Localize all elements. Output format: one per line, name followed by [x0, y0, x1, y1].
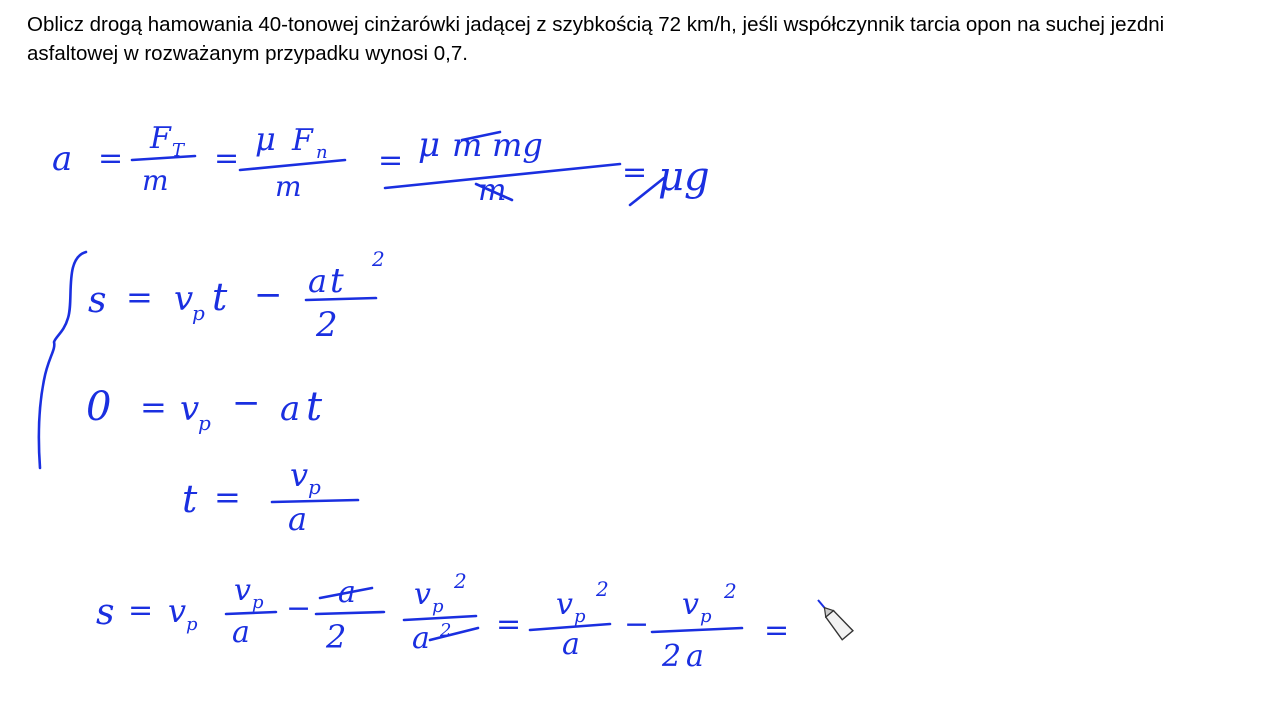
symbol-a: a [232, 615, 250, 650]
symbol-m: m [275, 170, 302, 203]
equals-sign: = [214, 478, 241, 516]
symbol-s: s [88, 280, 107, 321]
subscript-p: p [308, 475, 321, 499]
symbol-ft: F [150, 121, 171, 156]
subscript-p: p [574, 606, 586, 627]
symbol-zero: 0 [86, 384, 112, 430]
subscript-p: p [192, 301, 205, 325]
fraction-line [652, 628, 742, 632]
symbol-m: m [478, 173, 507, 208]
cancel-mark [430, 628, 478, 640]
subscript-p: p [198, 411, 211, 435]
denominator-2: 2 [326, 618, 347, 656]
equals-sign: = [622, 155, 648, 190]
subscript-p: p [252, 592, 264, 613]
symbol-a: a [52, 139, 73, 179]
symbol-mg: mg [492, 126, 543, 164]
symbol-v: v [556, 587, 573, 622]
fraction-line [316, 612, 384, 614]
fraction-line [132, 156, 195, 160]
exponent-2: 2 [724, 579, 737, 603]
symbol-v: v [168, 592, 187, 630]
fraction-line [226, 612, 276, 614]
symbol-a: a [338, 575, 356, 610]
symbol-v: v [234, 573, 251, 608]
minus-sign: − [624, 607, 650, 642]
exponent-2: 2 [596, 577, 609, 601]
symbol-t: t [182, 477, 198, 521]
symbol-a: a [280, 389, 301, 429]
symbol-t: t [306, 384, 323, 430]
exponent-2: 2 [440, 620, 452, 641]
minus-sign: − [232, 383, 261, 423]
equals-sign: = [214, 141, 240, 176]
subscript-p: p [700, 606, 712, 627]
equals-sign: = [98, 141, 124, 176]
fraction-line [240, 160, 345, 170]
symbol-a: a [686, 639, 704, 674]
equals-sign: = [496, 607, 522, 642]
equation-distance [88, 247, 385, 345]
pen-cursor-icon [813, 596, 853, 640]
symbol-s: s [96, 592, 115, 633]
symbol-a: a [288, 500, 308, 538]
subscript-p: p [186, 614, 198, 635]
equals-sign: = [764, 613, 790, 648]
symbol-mu-g: μg [658, 154, 710, 200]
symbol-a: a [308, 262, 328, 300]
equation-velocity [86, 383, 323, 435]
symbol-v: v [682, 587, 699, 622]
symbol-v: v [174, 279, 194, 319]
symbol-m: m [452, 126, 483, 164]
equation-final [96, 569, 789, 674]
problem-statement: Oblicz drogą hamowania 40-tonowej cinżarówki jadącej z szybkością 72 km/h, jeśli współczynnik tarcia opon na suchej jezdni asfaltowej w rozważanym przypadku wynosi 0,7. [27, 13, 1165, 65]
subscript-t: T [172, 140, 185, 161]
symbol-t: t [330, 261, 344, 301]
symbol-a: a [412, 621, 430, 656]
symbol-t: t [212, 275, 228, 319]
exponent-2: 2 [372, 247, 385, 271]
symbol-v: v [290, 456, 309, 494]
equals-sign: = [126, 278, 153, 316]
symbol-mu: μ [418, 125, 441, 165]
equation-time [182, 456, 358, 538]
symbol-v: v [414, 577, 431, 612]
equals-sign: = [140, 388, 167, 426]
symbol-a: a [562, 627, 580, 662]
symbol-m: m [142, 164, 169, 197]
fraction-line [272, 500, 358, 502]
minus-sign: − [286, 591, 312, 626]
equals-sign: = [378, 143, 404, 178]
denominator-2: 2 [662, 639, 682, 674]
subscript-n: n [316, 142, 328, 163]
exponent-2: 2 [454, 569, 467, 593]
symbol-fn: F [292, 123, 313, 158]
minus-sign: − [254, 275, 283, 315]
equals-sign: = [128, 593, 154, 628]
symbol-v: v [180, 389, 200, 429]
denominator-2: 2 [316, 305, 338, 345]
symbol-mu: μ [255, 120, 276, 158]
subscript-p: p [432, 596, 444, 617]
system-brace [39, 252, 86, 468]
equation-acceleration [52, 120, 710, 208]
